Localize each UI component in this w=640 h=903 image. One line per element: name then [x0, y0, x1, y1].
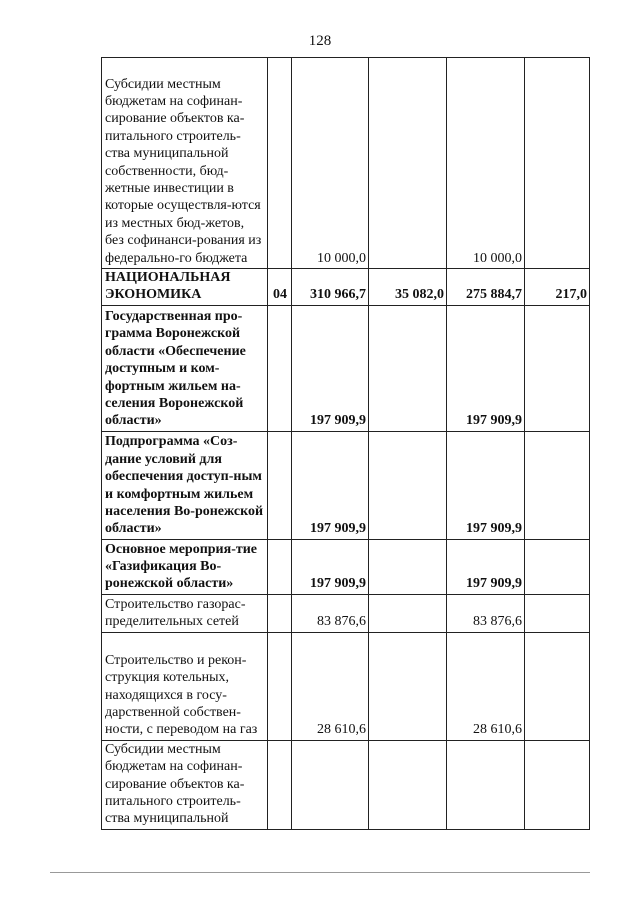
row-name: Субсидии местным бюджетам на софинан-сирование объектов ка-питального строитель-ства муниципальной	[102, 740, 268, 829]
row-code	[268, 539, 292, 594]
row-code	[268, 632, 292, 740]
row-federal	[369, 431, 447, 539]
row-federal	[369, 594, 447, 632]
row-total: 10 000,0	[292, 58, 369, 269]
row-code	[268, 740, 292, 829]
row-name: Строительство газорас-пределительных сетей	[102, 594, 268, 632]
row-code	[268, 58, 292, 269]
row-regional: 28 610,6	[447, 632, 525, 740]
row-regional: 197 909,9	[447, 431, 525, 539]
row-regional	[447, 740, 525, 829]
table-row	[102, 431, 590, 539]
row-total: 310 966,7	[292, 269, 369, 306]
budget-table-body	[102, 58, 590, 830]
table-row	[102, 740, 590, 829]
row-regional: 197 909,9	[447, 305, 525, 431]
row-local	[525, 539, 590, 594]
row-regional: 197 909,9	[447, 539, 525, 594]
row-code	[268, 594, 292, 632]
row-total: 83 876,6	[292, 594, 369, 632]
page-number: 128	[308, 33, 332, 49]
row-code	[268, 305, 292, 431]
table-row	[102, 269, 590, 306]
row-total: 197 909,9	[292, 305, 369, 431]
row-regional: 275 884,7	[447, 269, 525, 306]
row-local	[525, 305, 590, 431]
row-name: Основное мероприя-тие «Газификация Во-ронежской области»	[102, 539, 268, 594]
row-federal	[369, 740, 447, 829]
row-code	[268, 431, 292, 539]
row-local	[525, 632, 590, 740]
row-federal	[369, 58, 447, 269]
table-row	[102, 58, 590, 269]
row-total: 197 909,9	[292, 539, 369, 594]
row-name: Подпрограмма «Соз-дание условий для обеспечения доступ-ным и комфортным жильем населения Во-ронежской области»	[102, 431, 268, 539]
row-name: Субсидии местным бюджетам на софинан-сирование объектов ка-питального строитель-ства муниципальной собственности, бюд-жетные инвестиции в которые осуществля-ются из местных бюд-жетов, без софинанси-рования из федерально-го бюджета	[102, 58, 268, 269]
page-bottom-rule	[50, 872, 590, 873]
row-total: 197 909,9	[292, 431, 369, 539]
row-local	[525, 431, 590, 539]
row-local	[525, 740, 590, 829]
row-total: 28 610,6	[292, 632, 369, 740]
row-local: 217,0	[525, 269, 590, 306]
row-federal	[369, 632, 447, 740]
row-total	[292, 740, 369, 829]
table-row	[102, 305, 590, 431]
row-federal: 35 082,0	[369, 269, 447, 306]
table-row	[102, 594, 590, 632]
row-name: НАЦИОНАЛЬНАЯ ЭКОНОМИКА	[102, 269, 268, 306]
row-code: 04	[268, 269, 292, 306]
row-name: Государственная про-грамма Воронежской области «Обеспечение доступным и ком-фортным жильем на-селения Воронежской области»	[102, 305, 268, 431]
row-federal	[369, 305, 447, 431]
budget-table	[101, 57, 590, 830]
row-local	[525, 594, 590, 632]
row-federal	[369, 539, 447, 594]
row-regional: 10 000,0	[447, 58, 525, 269]
row-regional: 83 876,6	[447, 594, 525, 632]
table-row	[102, 632, 590, 740]
row-name: Строительство и рекон-струкция котельных, находящихся в госу-дарственной собствен-ности, с переводом на газ	[102, 632, 268, 740]
row-local	[525, 58, 590, 269]
table-row	[102, 539, 590, 594]
